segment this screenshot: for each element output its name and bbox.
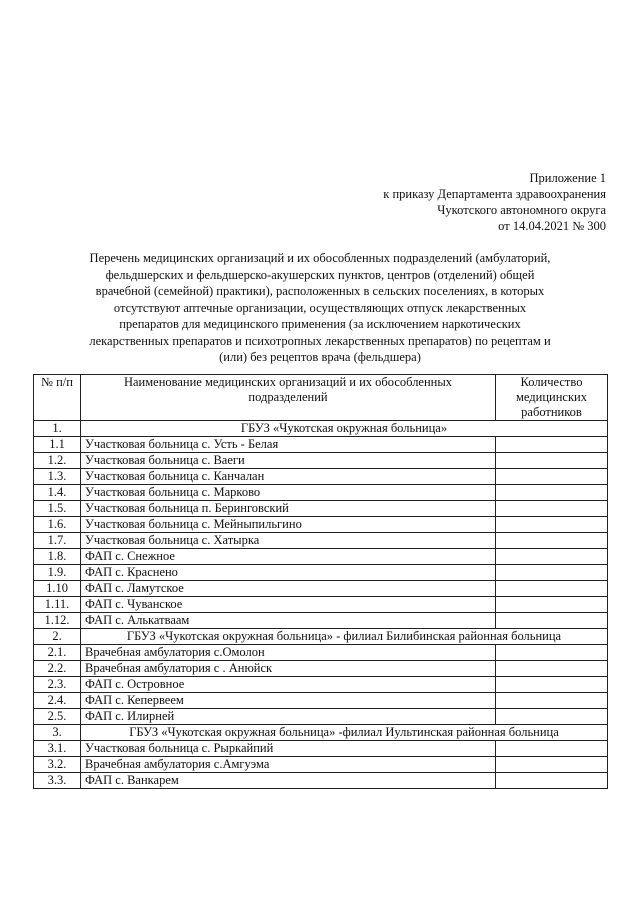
group-number: 1. — [34, 421, 81, 437]
row-count — [496, 677, 608, 693]
table-header-row — [34, 375, 608, 421]
table-row — [34, 565, 608, 581]
title-line: препаратов для медицинского применения (за исключением наркотических — [119, 317, 521, 331]
group-name: ГБУЗ «Чукотская окружная больница» -филиал Иультинская районная больница — [81, 725, 608, 741]
row-count — [496, 773, 608, 789]
group-name: ГБУЗ «Чукотская окружная больница» - филиал Билибинская районная больница — [81, 629, 608, 645]
row-count — [496, 517, 608, 533]
row-count — [496, 565, 608, 581]
title-line: Перечень медицинских организаций и их обособленных подразделений (амбулаторий, — [89, 251, 551, 265]
appendix-line: Чукотского автономного округа — [437, 203, 606, 217]
row-name: Врачебная амбулатория с.Амгуэма — [81, 757, 496, 773]
row-name: Врачебная амбулатория с . Анюйск — [81, 661, 496, 677]
appendix-header — [383, 170, 606, 234]
row-name: ФАП с. Островное — [81, 677, 496, 693]
row-number: 3.2. — [34, 757, 81, 773]
row-count — [496, 581, 608, 597]
row-number: 2.1. — [34, 645, 81, 661]
header-name: Наименование медицинских организаций и их обособленных подразделений — [81, 375, 496, 421]
row-number: 1.8. — [34, 549, 81, 565]
document-title — [78, 250, 562, 366]
organizations-table — [33, 374, 608, 789]
row-number: 2.5. — [34, 709, 81, 725]
group-row — [34, 629, 608, 645]
row-number: 2.3. — [34, 677, 81, 693]
table-row — [34, 693, 608, 709]
group-number: 2. — [34, 629, 81, 645]
table-row — [34, 597, 608, 613]
row-name: ФАП с. Алькатваам — [81, 613, 496, 629]
table-row — [34, 437, 608, 453]
table-row — [34, 645, 608, 661]
row-number: 1.7. — [34, 533, 81, 549]
table-row — [34, 661, 608, 677]
row-name: Участковая больница с. Мейныпильгино — [81, 517, 496, 533]
table-row — [34, 469, 608, 485]
row-number: 1.9. — [34, 565, 81, 581]
group-number: 3. — [34, 725, 81, 741]
row-count — [496, 469, 608, 485]
table-row — [34, 741, 608, 757]
title-line: отсутствуют аптечные организации, осуществляющих отпуск лекарственных — [113, 300, 527, 315]
row-number: 1.10 — [34, 581, 81, 597]
row-count — [496, 693, 608, 709]
table-row — [34, 517, 608, 533]
row-count — [496, 597, 608, 613]
row-name: ФАП с. Ламутское — [81, 581, 496, 597]
row-number: 2.2. — [34, 661, 81, 677]
appendix-line: к приказу Департамента здравоохранения — [383, 187, 606, 201]
appendix-line: от 14.04.2021 № 300 — [498, 219, 606, 233]
appendix-line: Приложение 1 — [529, 171, 606, 185]
row-number: 2.4. — [34, 693, 81, 709]
group-row — [34, 725, 608, 741]
table-body — [34, 375, 608, 789]
row-name: Участковая больница с. Канчалан — [81, 469, 496, 485]
row-name: Участковая больница с. Ваеги — [81, 453, 496, 469]
row-number: 1.3. — [34, 469, 81, 485]
table-row — [34, 613, 608, 629]
row-name: Врачебная амбулатория с.Омолон — [81, 645, 496, 661]
row-number: 3.3. — [34, 773, 81, 789]
row-count — [496, 709, 608, 725]
row-count — [496, 645, 608, 661]
row-count — [496, 501, 608, 517]
table-row — [34, 773, 608, 789]
row-number: 1.5. — [34, 501, 81, 517]
row-count — [496, 437, 608, 453]
row-count — [496, 741, 608, 757]
title-line: (или) без рецептов врача (фельдшера) — [219, 350, 421, 364]
header-number: № п/п — [34, 375, 81, 421]
row-name: ФАП с. Кепервеем — [81, 693, 496, 709]
row-name: Участковая больница с. Марково — [81, 485, 496, 501]
row-name: ФАП с. Снежное — [81, 549, 496, 565]
row-number: 1.12. — [34, 613, 81, 629]
row-number: 1.1 — [34, 437, 81, 453]
row-count — [496, 757, 608, 773]
table-row — [34, 453, 608, 469]
row-number: 1.6. — [34, 517, 81, 533]
row-number: 1.4. — [34, 485, 81, 501]
row-name: Участковая больница с. Рыркайпий — [81, 741, 496, 757]
row-count — [496, 485, 608, 501]
row-count — [496, 453, 608, 469]
row-number: 1.11. — [34, 597, 81, 613]
table-row — [34, 501, 608, 517]
header-count: Количество медицинских работников — [496, 375, 608, 421]
group-row — [34, 421, 608, 437]
table-row — [34, 549, 608, 565]
row-name: ФАП с. Краснено — [81, 565, 496, 581]
row-number: 1.2. — [34, 453, 81, 469]
table-row — [34, 533, 608, 549]
title-line: врачебной (семейной) практики), расположенных в сельских поселениях, в которых — [95, 284, 545, 298]
table-row — [34, 757, 608, 773]
row-count — [496, 549, 608, 565]
row-count — [496, 533, 608, 549]
row-name: Участковая больница с. Хатырка — [81, 533, 496, 549]
row-name: Участковая больница с. Усть - Белая — [81, 437, 496, 453]
row-name: Участковая больница п. Беринговский — [81, 501, 496, 517]
table-row — [34, 677, 608, 693]
table-row — [34, 581, 608, 597]
row-count — [496, 613, 608, 629]
table-row — [34, 709, 608, 725]
group-name: ГБУЗ «Чукотская окружная больница» — [81, 421, 608, 437]
table-row — [34, 485, 608, 501]
row-number: 3.1. — [34, 741, 81, 757]
title-line: фельдшерских и фельдшерско-акушерских пунктов, центров (отделений) общей — [105, 267, 535, 282]
row-name: ФАП с. Илирней — [81, 709, 496, 725]
title-line: лекарственных препаратов и психотропных лекарственных препаратов) по рецептам и — [89, 333, 551, 348]
row-name: ФАП с. Ванкарем — [81, 773, 496, 789]
row-name: ФАП с. Чуванское — [81, 597, 496, 613]
row-count — [496, 661, 608, 677]
